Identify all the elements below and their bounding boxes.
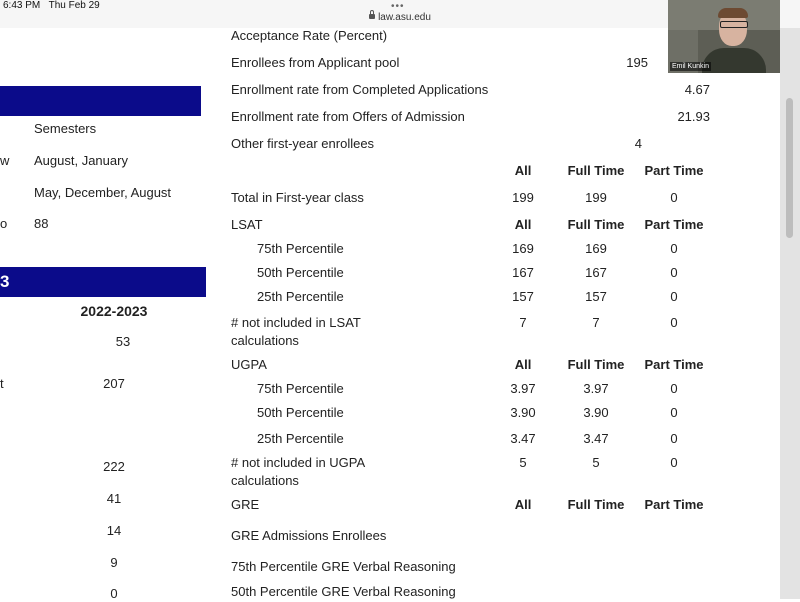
ugpa-p50-part-time: 0 [670,405,678,420]
section-header-band [0,267,206,297]
ugpa-p50-full-time: 3.90 [583,405,609,420]
col-header-part-time: Part Time [644,217,704,232]
left-value: 222 [103,459,125,474]
col-header-all: All [514,357,532,372]
ugpa-p75-part-time: 0 [670,381,678,396]
lsat-label: LSAT [231,217,263,232]
lsat-p25-full-time: 157 [585,289,607,304]
ugpa-p75-label: 75th Percentile [257,381,344,396]
end-terms-value: May, December, August [34,185,172,200]
col-header-part-time: Part Time [644,497,704,512]
scrollbar-thumb[interactable] [786,98,793,238]
section-header-fragment: 3 [0,272,10,291]
col-header-full-time: Full Time [567,497,625,512]
ugpa-p75-all: 3.97 [510,381,536,396]
col-header-full-time: Full Time [567,357,625,372]
credits-value: 88 [34,216,49,231]
enrollment-offers-value: 21.93 [677,109,710,124]
lsat-p25-label: 25th Percentile [257,289,344,304]
lsat-p75-all: 169 [512,241,534,256]
video-person-glasses [720,21,748,28]
video-person-body [702,48,766,73]
enrollment-offers-label: Enrollment rate from Offers of Admission [231,109,465,124]
section-header-band [0,86,201,116]
lsat-p25-part-time: 0 [670,289,678,304]
url-text: law.asu.edu [378,12,431,23]
lsat-p50-full-time: 167 [585,265,607,280]
row-label-fragment: w [0,153,10,168]
gre-label: GRE [231,497,260,512]
gre-enrollees-label: GRE Admissions Enrollees [231,528,387,543]
year-header: 2022-2023 [80,303,148,319]
scrollbar[interactable] [780,28,800,599]
other-enrollees-value: 4 [634,136,642,151]
lsat-not-included-full-time: 7 [592,315,600,330]
participant-name: Emil Kunkin [672,63,709,70]
clock-date: Thu Feb 29 [48,0,100,11]
ugpa-not-included-full-time: 5 [592,455,600,470]
lsat-p75-full-time: 169 [585,241,607,256]
total-full-time: 199 [585,190,607,205]
ugpa-p50-all: 3.90 [510,405,536,420]
col-header-full-time: Full Time [567,217,625,232]
col-header-all: All [514,163,532,178]
col-header-all: All [514,497,532,512]
lsat-p75-label: 75th Percentile [257,241,344,256]
calendar-value: Semesters [34,121,97,136]
start-terms-value: August, January [34,153,128,168]
video-person-hair [718,8,748,18]
ugpa-p25-label: 25th Percentile [257,431,344,446]
ugpa-not-included-label: # not included in UGPA [231,455,366,470]
ugpa-p25-part-time: 0 [670,431,678,446]
left-value: 53 [115,334,131,349]
row-label-fragment: o [0,216,8,231]
gre-p50-verbal-label: 50th Percentile GRE Verbal Reasoning [231,584,456,599]
row-label-fragment: t [0,376,4,391]
lsat-not-included-label-2: calculations [231,333,299,348]
enrollment-completed-value: 4.67 [684,82,710,97]
lsat-not-included-part-time: 0 [670,315,678,330]
ugpa-not-included-part-time: 0 [670,455,678,470]
col-header-full-time: Full Time [567,163,625,178]
left-value: 41 [106,491,122,506]
clock-time: 6:43 PM [3,0,41,11]
col-header-part-time: Part Time [644,357,704,372]
left-value: 207 [103,376,125,391]
lsat-p75-part-time: 0 [670,241,678,256]
total-all: 199 [512,190,534,205]
total-part-time: 0 [670,190,678,205]
left-value: 9 [110,555,118,570]
acceptance-rate-label: Acceptance Rate (Percent) [231,28,388,43]
ugpa-not-included-label-2: calculations [231,473,299,488]
lock-icon [369,14,375,19]
video-thumbnail[interactable] [668,0,780,73]
lsat-p50-all: 167 [512,265,534,280]
ugpa-label: UGPA [231,357,267,372]
ugpa-not-included-all: 5 [519,455,527,470]
col-header-part-time: Part Time [644,163,704,178]
ugpa-p25-full-time: 3.47 [583,431,609,446]
enrollees-pool-value: 195 [626,55,648,70]
ugpa-p50-label: 50th Percentile [257,405,344,420]
left-value: 14 [106,523,122,538]
col-header-all: All [514,217,532,232]
total-first-year-label: Total in First-year class [231,190,364,205]
enrollees-pool-label: Enrollees from Applicant pool [231,55,400,70]
lsat-not-included-all: 7 [519,315,527,330]
lsat-not-included-label: # not included in LSAT [231,315,361,330]
lsat-p50-label: 50th Percentile [257,265,344,280]
lsat-p50-part-time: 0 [670,265,678,280]
other-enrollees-label: Other first-year enrollees [231,136,375,151]
status-time [3,0,100,11]
gre-p75-verbal-label: 75th Percentile GRE Verbal Reasoning [231,559,456,574]
ugpa-p75-full-time: 3.97 [583,381,609,396]
left-value: 0 [110,586,118,601]
lsat-p25-all: 157 [512,289,534,304]
more-dots-icon[interactable]: ••• [391,1,405,12]
ugpa-p25-all: 3.47 [510,431,536,446]
enrollment-completed-label: Enrollment rate from Completed Applications [231,82,489,97]
